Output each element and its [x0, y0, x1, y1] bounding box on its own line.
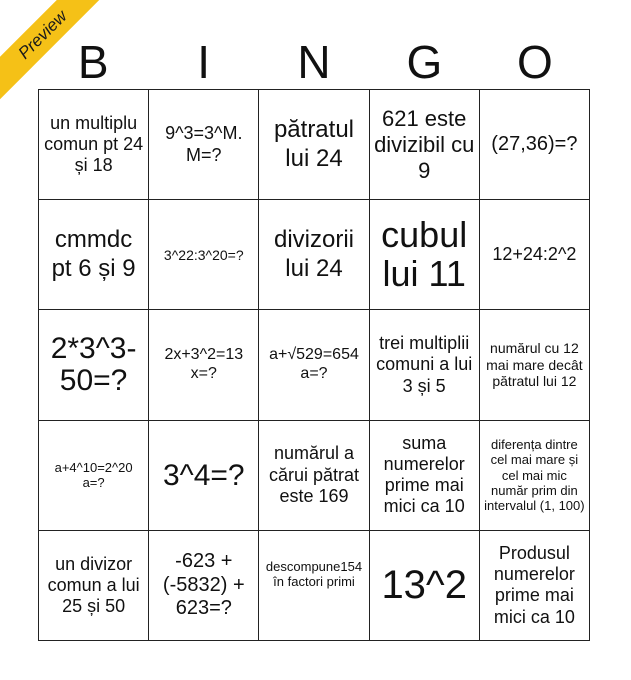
- bingo-cell[interactable]: cubul lui 11: [370, 200, 480, 310]
- bingo-cell[interactable]: 621 este divizibil cu 9: [370, 90, 480, 200]
- bingo-cell[interactable]: -623 + (-5832) + 623=?: [149, 531, 259, 641]
- bingo-cell[interactable]: cmmdc pt 6 și 9: [39, 200, 149, 310]
- bingo-cell[interactable]: un divizor comun a lui 25 și 50: [39, 531, 149, 641]
- header-letter-n: N: [297, 36, 331, 88]
- bingo-cell[interactable]: descompune154 în factori primi: [259, 531, 369, 641]
- bingo-cell[interactable]: (27,36)=?: [480, 90, 590, 200]
- bingo-cell[interactable]: diferența dintre cel mai mare și cel mai mic număr prim din intervalul (1, 100): [480, 421, 590, 531]
- bingo-header: [38, 34, 590, 90]
- bingo-cell[interactable]: a+4^10=2^20 a=?: [39, 421, 149, 531]
- bingo-cell[interactable]: 13^2: [370, 531, 480, 641]
- bingo-cell[interactable]: divizorii lui 24: [259, 200, 369, 310]
- preview-label: Preview: [0, 0, 110, 106]
- header-letter-o: O: [516, 36, 553, 88]
- bingo-cell[interactable]: un multiplu comun pt 24 și 18: [39, 90, 149, 200]
- bingo-cell[interactable]: 12+24:2^2: [480, 200, 590, 310]
- bingo-cell[interactable]: suma numerelor prime mai mici ca 10: [370, 421, 480, 531]
- bingo-cell[interactable]: 3^22:3^20=?: [149, 200, 259, 310]
- bingo-cell[interactable]: Produsul numerelor prime mai mici ca 10: [480, 531, 590, 641]
- header-letter-g: G: [406, 36, 443, 88]
- bingo-cell[interactable]: 2x+3^2=13 x=?: [149, 310, 259, 420]
- bingo-cell[interactable]: numărul cu 12 mai mare decât pătratul lui 12: [480, 310, 590, 420]
- bingo-cell[interactable]: 2*3^3-50=?: [39, 310, 149, 420]
- bingo-cell[interactable]: pătratul lui 24: [259, 90, 369, 200]
- header-letter-i: I: [197, 36, 210, 88]
- bingo-cell[interactable]: 9^3=3^M. M=?: [149, 90, 259, 200]
- bingo-cell[interactable]: 3^4=?: [149, 421, 259, 531]
- bingo-cell[interactable]: numărul a cărui pătrat este 169: [259, 421, 369, 531]
- bingo-grid: [38, 89, 590, 641]
- bingo-cell[interactable]: trei multiplii comuni a lui 3 și 5: [370, 310, 480, 420]
- header-letter-b: B: [77, 36, 109, 88]
- bingo-cell[interactable]: a+√529=654 a=?: [259, 310, 369, 420]
